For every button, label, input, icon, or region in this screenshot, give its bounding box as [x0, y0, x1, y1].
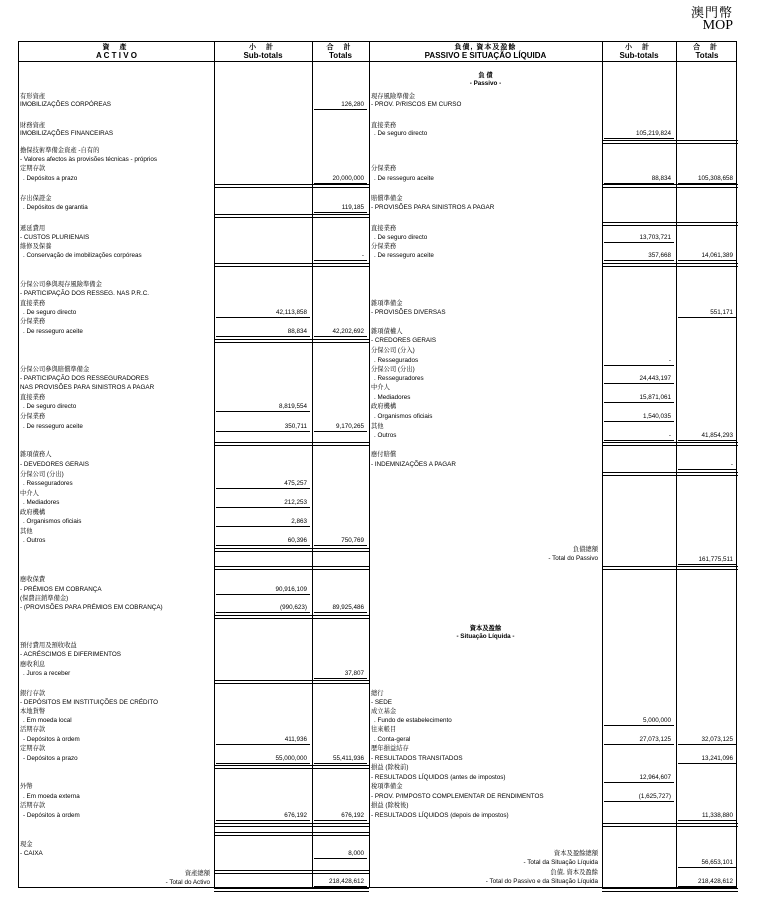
underline	[604, 242, 674, 243]
activo-subtotal: (990,623)	[280, 604, 307, 611]
activo-total: 676,192	[341, 812, 364, 819]
col-rule	[676, 42, 677, 887]
section-rule	[214, 263, 369, 267]
underline	[678, 744, 736, 745]
passivo-label: . De seguro directo	[374, 130, 428, 137]
header-totals-left: 合 計 Totals	[326, 44, 355, 60]
activo-label: - CUSTOS PLURIENAIS	[20, 234, 90, 241]
activo-label: - Depósitos à ordem	[23, 736, 80, 743]
activo-total: 8,000	[348, 850, 364, 857]
total-label: - Total da Situação Líquida	[523, 859, 598, 866]
passivo-total: 218,428,612	[697, 878, 733, 885]
activo-label: 應收保費	[20, 576, 46, 583]
underline	[604, 801, 674, 802]
activo-label: IMOBILIZAÇÕES FINANCEIRAS	[20, 130, 114, 137]
passivo-subtotal: 24,443,197	[639, 375, 671, 382]
activo-label: 銀行存款	[20, 690, 46, 697]
passivo-label: 應付賠償	[371, 451, 397, 458]
activo-total: 126,280	[341, 101, 364, 108]
underline	[314, 545, 367, 546]
section-rule	[214, 832, 369, 836]
activo-label: 維修及保養	[20, 243, 52, 250]
passivo-label: 其他	[371, 423, 384, 430]
activo-label: - Depósitos a prazo	[23, 755, 78, 762]
underline	[678, 260, 736, 261]
passivo-subtotal: 357,668	[648, 252, 671, 259]
underline	[314, 858, 367, 859]
activo-label: . De seguro directo	[23, 403, 77, 410]
passivo-heading: - Passivo -	[469, 80, 502, 87]
header-totals-right: 合 計 Totals	[693, 44, 721, 60]
passivo-label: - CREDORES GERAIS	[371, 337, 437, 344]
activo-label: NAS PROVISÕES PARA SINISTROS A PAGAR	[20, 384, 155, 391]
passivo-label: 分保業務	[371, 165, 397, 172]
passivo-total: 41,854,293	[701, 432, 733, 439]
passivo-label: 雜項債權人	[371, 328, 403, 335]
underline	[216, 820, 310, 821]
passivo-label: 損益 (除稅後)	[371, 802, 409, 809]
activo-total: 750,769	[341, 537, 364, 544]
activo-label: . Mediadores	[23, 499, 60, 506]
passivo-subtotal: 1,540,035	[642, 413, 671, 420]
activo-label: 遞延費用	[20, 225, 46, 232]
passivo-label: - RESULTADOS LÍQUIDOS (antes de impostos)	[371, 774, 506, 781]
underline	[216, 431, 310, 432]
section-rule	[214, 870, 369, 874]
activo-label: . De seguro directo	[23, 309, 77, 316]
activo-label: 政府機構	[20, 509, 46, 516]
activo-label: . Depósitos a prazo	[23, 175, 78, 182]
underline	[314, 678, 367, 679]
activo-label: - PARTICIPAÇÃO DOS RESSEGURADORES	[20, 375, 149, 382]
activo-label: 直接業務	[20, 394, 46, 401]
activo-label: 存出保證金	[20, 195, 52, 202]
situacao-heading: - Situação Líquida -	[456, 633, 515, 640]
passivo-label: 政府機構	[371, 403, 397, 410]
passivo-label: - RESULTADOS LÍQUIDOS (depois de impostos)	[371, 812, 509, 819]
underline	[314, 612, 367, 613]
activo-subtotal: 88,834	[287, 328, 307, 335]
activo-label: 分保公司參與賠償準備金	[20, 366, 90, 373]
passivo-heading-zh: 負 債	[478, 72, 493, 79]
underline	[314, 109, 367, 110]
passivo-label: - INDEMNIZAÇÕES A PAGAR	[371, 461, 456, 468]
underline	[604, 440, 674, 441]
passivo-label: - PROV. P/IMPOSTO COMPLEMENTAR DE RENDIMENTOS	[371, 793, 544, 800]
activo-label: 現金	[20, 841, 33, 848]
activo-total: -	[361, 252, 364, 259]
section-rule	[214, 615, 369, 619]
section-rule	[602, 888, 738, 892]
passivo-total: 161,775,511	[698, 556, 733, 563]
underline	[216, 594, 310, 595]
activo-label: 分保公司參與現存風險準備金	[20, 281, 102, 288]
activo-label: 直接業務	[20, 300, 46, 307]
total-activo-label: - Total do Activo	[165, 879, 210, 886]
section-rule	[214, 888, 369, 892]
section-rule	[602, 442, 738, 446]
activo-subtotal: 475,257	[284, 480, 307, 487]
passivo-total: 551,171	[710, 309, 733, 316]
passivo-label: - SEDE	[371, 699, 392, 706]
header-subtotals-right: 小 計 Sub-totals	[619, 44, 659, 60]
col-rule	[214, 42, 215, 887]
passivo-label: - PROV. P/RISCOS EM CURSO	[371, 101, 462, 108]
activo-label: 分保業務	[20, 318, 46, 325]
underline	[216, 612, 310, 613]
underline	[216, 317, 310, 318]
underline	[216, 744, 310, 745]
total-label-zh: 負債, 資本及盈餘	[550, 869, 598, 876]
passivo-label: . Fundo de estabelecimento	[374, 717, 452, 724]
passivo-label: 歷年損益結存	[371, 745, 409, 752]
passivo-total: 14,061,389	[701, 252, 733, 259]
activo-label: . Outros	[23, 537, 46, 544]
section-rule	[602, 823, 738, 827]
passivo-subtotal: 88,834	[651, 175, 671, 182]
underline	[678, 886, 736, 887]
section-rule	[602, 184, 738, 188]
activo-label: 中介人	[20, 490, 39, 497]
section-rule	[214, 680, 369, 684]
activo-total: 42,202,692	[332, 328, 364, 335]
activo-total: 89,925,486	[332, 604, 364, 611]
activo-label: 外幣	[20, 783, 33, 790]
activo-label: . Resseguradores	[23, 480, 73, 487]
passivo-label: 稅項準備金	[371, 783, 403, 790]
passivo-label: 總行	[371, 690, 384, 697]
underline	[604, 744, 674, 745]
section-rule	[214, 765, 369, 769]
underline	[604, 365, 674, 366]
activo-subtotal: 2,863	[291, 518, 307, 525]
activo-subtotal: 42,113,858	[275, 309, 307, 316]
activo-subtotal: 55,000,000	[275, 755, 307, 762]
passivo-label: 現存風險準備金	[371, 93, 416, 100]
passivo-label: 往來帳目	[371, 726, 397, 733]
passivo-subtotal: 15,871,061	[639, 394, 671, 401]
activo-label: 活期存款	[20, 802, 46, 809]
activo-label: 財務資產	[20, 122, 46, 129]
activo-total: 9,170,265	[335, 423, 364, 430]
underline	[678, 440, 736, 441]
passivo-label: 雜項準備金	[371, 300, 403, 307]
balance-sheet	[18, 41, 737, 888]
passivo-subtotal: -	[668, 357, 671, 364]
section-rule	[214, 442, 369, 446]
underline	[678, 820, 736, 821]
underline	[604, 383, 674, 384]
activo-total: 55,411,936	[332, 755, 364, 762]
underline	[216, 763, 310, 764]
underline	[216, 526, 310, 527]
passivo-subtotal: (1,625,727)	[638, 793, 671, 800]
activo-label: 活期存款	[20, 726, 46, 733]
underline	[314, 886, 367, 887]
currency-zh: 澳門幣	[690, 5, 733, 20]
underline	[604, 260, 674, 261]
activo-label: . Depósitos de garantia	[23, 204, 88, 211]
activo-label: - PRÉMIOS EM COBRANÇA	[20, 586, 102, 593]
passivo-label: 賠償準備金	[371, 195, 403, 202]
col-rule	[369, 42, 370, 887]
passivo-label: 成立基金	[371, 708, 397, 715]
activo-label: 其他	[20, 528, 33, 535]
section-rule	[602, 222, 738, 226]
passivo-label: 直接業務	[371, 122, 397, 129]
underline	[678, 564, 736, 565]
section-rule	[602, 472, 738, 476]
activo-label: 有形資產	[20, 93, 46, 100]
activo-label: . Juros a receber	[23, 670, 71, 677]
underline	[216, 411, 310, 412]
situacao-heading-zh: 資本及盈餘	[469, 625, 502, 632]
total-activo-zh: 資產總額	[184, 870, 210, 877]
passivo-label: . Conta-geral	[374, 736, 411, 743]
underline	[604, 421, 674, 422]
section-rule	[602, 566, 738, 570]
activo-total: 20,000,000	[332, 175, 364, 182]
underline	[678, 469, 736, 470]
section-rule	[214, 184, 369, 188]
passivo-total: 11,338,880	[701, 812, 733, 819]
activo-subtotal: 350,711	[284, 423, 307, 430]
underline	[314, 260, 367, 261]
section-rule	[214, 548, 369, 552]
underline	[216, 507, 310, 508]
activo-label: . Em moeda externa	[23, 793, 80, 800]
section-rule	[214, 214, 369, 218]
passivo-label: . De seguro directo	[374, 234, 428, 241]
passivo-label: 分保公司 (分入)	[371, 347, 415, 354]
activo-total: 37,807	[344, 670, 364, 677]
underline	[216, 545, 310, 546]
activo-label: - PARTICIPAÇÃO DOS RESSEG. NAS P.R.C.	[20, 290, 149, 297]
passivo-label: 損益 (除稅前)	[371, 764, 409, 771]
passivo-label: 分保業務	[371, 243, 397, 250]
activo-label: - CAIXA	[20, 850, 43, 857]
passivo-total: -	[730, 461, 733, 468]
passivo-total: 56,653,101	[701, 859, 733, 866]
activo-subtotal: 411,936	[284, 736, 307, 743]
activo-label: . De resseguro aceite	[23, 328, 83, 335]
underline	[604, 782, 674, 783]
passivo-subtotal: 5,000,000	[642, 717, 671, 724]
underline	[678, 867, 736, 868]
underline	[314, 336, 367, 337]
activo-label: 雜項債務人	[20, 451, 52, 458]
passivo-label: 分保公司 (分出)	[371, 366, 415, 373]
activo-label: IMOBILIZAÇÕES CORPÓREAS	[20, 101, 111, 108]
activo-label: - (PROVISÕES PARA PRÉMIOS EM COBRANÇA)	[20, 604, 163, 611]
activo-label: 擔保技術準備金資產 -自有的	[20, 147, 100, 154]
activo-label: 本地貨幣	[20, 708, 46, 715]
activo-label: - ACRÉSCIMOS E DIFERIMENTOS	[20, 651, 121, 658]
underline	[314, 763, 367, 764]
passivo-label: . De resseguro aceite	[374, 252, 434, 259]
passivo-subtotal: 105,219,824	[635, 130, 671, 137]
passivo-subtotal: 12,964,607	[639, 774, 671, 781]
passivo-subtotal: 27,073,125	[639, 736, 671, 743]
passivo-subtotal: -	[668, 432, 671, 439]
underline	[678, 317, 736, 318]
activo-label: . De resseguro aceite	[23, 423, 83, 430]
activo-label: 分保公司 (分出)	[20, 471, 64, 478]
activo-label: - DEVEDORES GERAIS	[20, 461, 89, 468]
activo-label: - Valores afectos às provisões técnicas - próprios	[20, 156, 158, 163]
underline	[604, 725, 674, 726]
activo-subtotal: 212,253	[284, 499, 307, 506]
activo-subtotal: 60,396	[287, 537, 307, 544]
passivo-label: . Resseguradores	[374, 375, 424, 382]
underline	[604, 402, 674, 403]
activo-total: 119,185	[341, 204, 364, 211]
passivo-total: 105,308,658	[697, 175, 733, 182]
passivo-label: . Organismos oficiais	[374, 413, 433, 420]
underline	[216, 488, 310, 489]
activo-label: . Organismos oficiais	[23, 518, 82, 525]
activo-label: . Conservação de imobilizações corpóreas	[23, 252, 142, 259]
passivo-label: . Ressegurados	[374, 357, 419, 364]
currency-code: MOP	[702, 18, 733, 33]
section-rule	[214, 566, 369, 570]
passivo-total: 13,241,096	[701, 755, 733, 762]
passivo-label: . Mediadores	[374, 394, 411, 401]
activo-label: - Depósitos à ordem	[23, 812, 80, 819]
activo-label: - DEPÓSITOS EM INSTITUIÇÕES DE CRÉDITO	[20, 699, 158, 706]
activo-label: (保費註銷準備金)	[20, 595, 69, 602]
passivo-label: 中介人	[371, 384, 390, 391]
header-rule	[19, 61, 736, 62]
col-rule	[602, 42, 603, 887]
activo-label: 應收利息	[20, 661, 46, 668]
activo-subtotal: 8,819,554	[278, 403, 307, 410]
section-rule	[602, 140, 738, 144]
activo-label: 預付費用及預收收益	[20, 642, 77, 649]
section-rule	[214, 823, 369, 827]
activo-subtotal: 676,192	[284, 812, 307, 819]
activo-label: . Em moeda local	[23, 717, 72, 724]
total-label: - Total do Passivo e da Situação Líquida	[485, 878, 598, 885]
total-label-zh: 負債總額	[572, 546, 598, 553]
header-subtotals-left: 小 計 Sub-totals	[243, 44, 283, 60]
passivo-subtotal: 13,703,721	[639, 234, 671, 241]
underline	[314, 820, 367, 821]
total-label-zh: 資本及盈餘總額	[553, 850, 598, 857]
passivo-label: . Outros	[374, 432, 397, 439]
passivo-label: . De resseguro aceite	[374, 175, 434, 182]
underline	[678, 763, 736, 764]
header-activo: 資 產 A C T I V O	[95, 44, 138, 60]
section-rule	[602, 263, 738, 267]
activo-subtotal: 90,916,109	[275, 586, 307, 593]
passivo-label: 直接業務	[371, 225, 397, 232]
col-rule	[312, 42, 313, 887]
underline	[604, 138, 674, 139]
activo-label: 定期存款	[20, 745, 46, 752]
header-passivo: 負債, 資本及盈餘 PASSIVO E SITUAÇÃO LÍQUIDA	[424, 44, 547, 60]
underline	[314, 212, 367, 213]
passivo-label: - PROVISÕES DIVERSAS	[371, 309, 446, 316]
total-label: - Total do Passivo	[548, 555, 598, 562]
underline	[216, 336, 310, 337]
passivo-label: - RESULTADOS TRANSITADOS	[371, 755, 463, 762]
passivo-label: - PROVISÕES PARA SINISTROS A PAGAR	[371, 204, 495, 211]
underline	[314, 431, 367, 432]
activo-label: 定期存款	[20, 165, 46, 172]
section-rule	[214, 339, 369, 343]
activo-label: 分保業務	[20, 413, 46, 420]
activo-total: 218,428,612	[328, 878, 364, 885]
passivo-total: 32,073,125	[701, 736, 733, 743]
